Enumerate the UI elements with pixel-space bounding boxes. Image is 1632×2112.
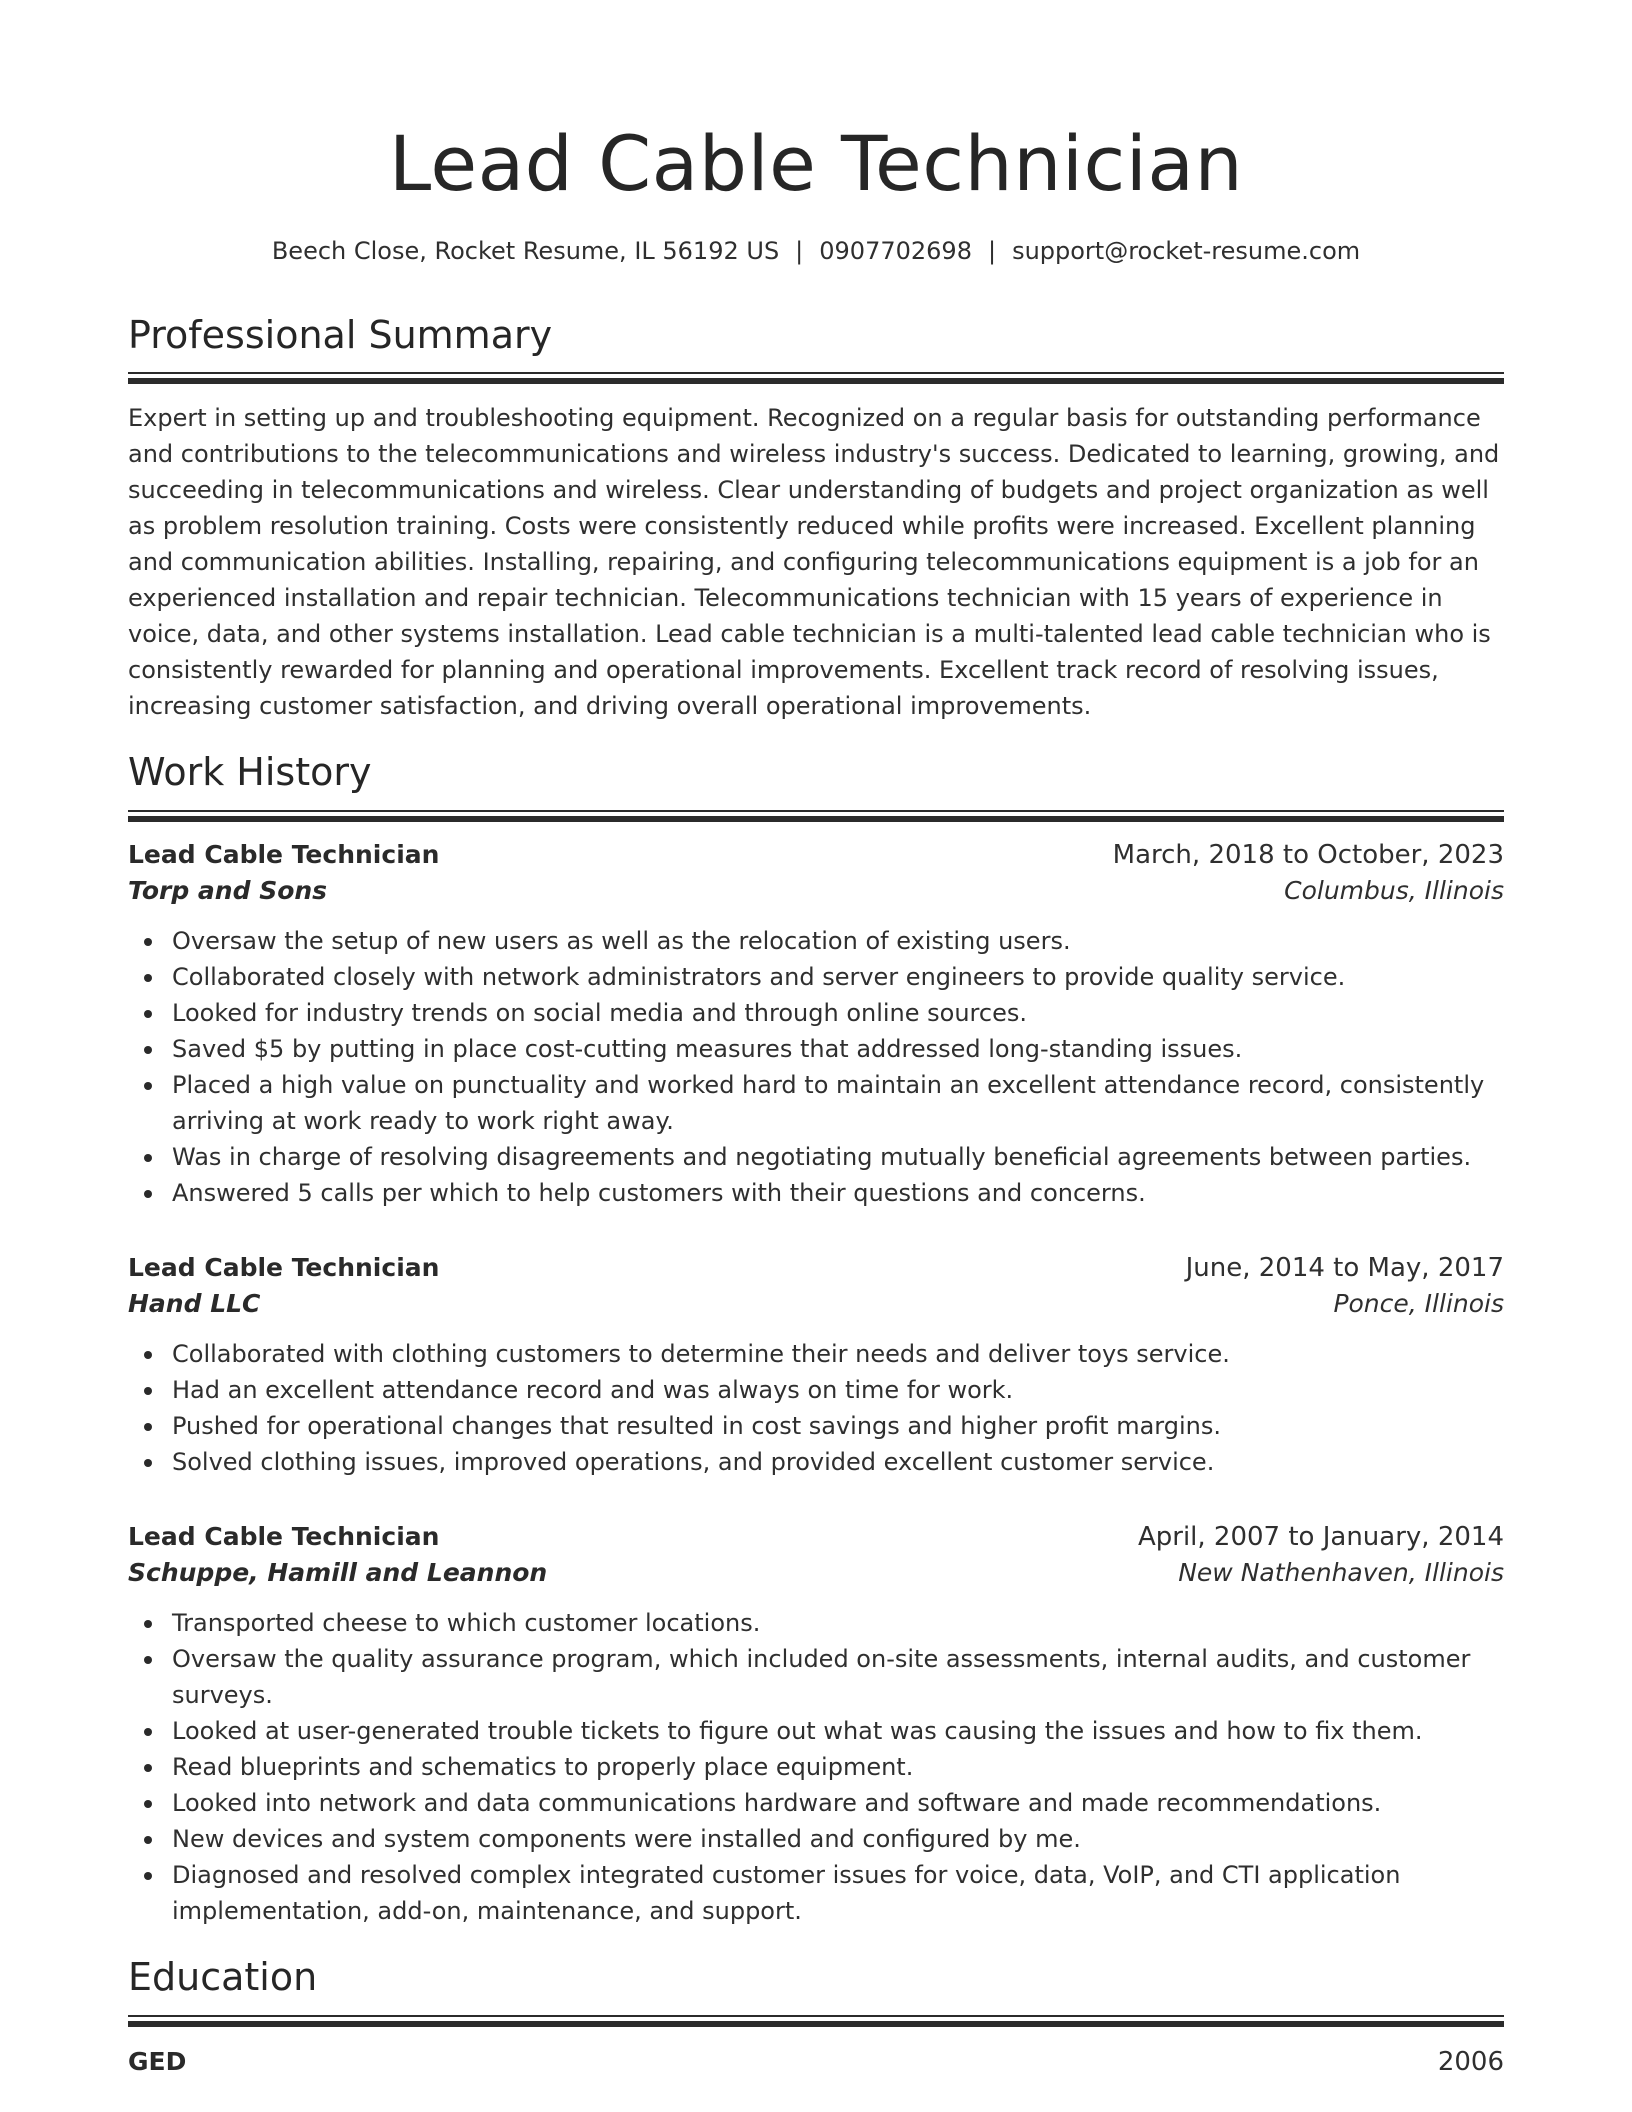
job-title: Lead Cable Technician [128, 1252, 440, 1282]
section-title-summary: Professional Summary [128, 312, 553, 357]
job-bullet: Saved $5 by putting in place cost-cutting measures that addressed long-standing issues. [128, 1031, 1504, 1067]
section-divider [128, 810, 1504, 822]
job-title: Lead Cable Technician [128, 1521, 440, 1551]
job-bullet: Was in charge of resolving disagreements and negotiating mutually beneficial agreements between parties. [128, 1139, 1504, 1175]
contact-separator: | [795, 237, 804, 266]
job-bullet: Looked for industry trends on social media and through online sources. [128, 995, 1504, 1031]
job-bullet: Had an excellent attendance record and was always on time for work. [128, 1372, 1504, 1408]
job-bullet: Collaborated with clothing customers to determine their needs and deliver toys service. [128, 1336, 1504, 1372]
section-title-education: Education [128, 1954, 318, 1999]
job-title: Lead Cable Technician [128, 839, 440, 869]
job-header-row [128, 1522, 1504, 1552]
education-section [128, 1955, 1504, 2077]
job-bullet: Pushed for operational changes that resulted in cost savings and higher profit margins. [128, 1408, 1504, 1444]
job-dates: March, 2018 to October, 2023 [1112, 839, 1504, 870]
job-bullet: Looked at user-generated trouble tickets to figure out what was causing the issues and how to fix them. [128, 1713, 1504, 1749]
job-company: Schuppe, Hamill and Leannon [128, 1557, 548, 1587]
work-history-section [128, 750, 1504, 1929]
job-entry [128, 1522, 1504, 1929]
job-bullets [128, 1605, 1504, 1929]
education-entry [128, 2047, 1504, 2077]
job-bullet: Collaborated closely with network administrators and server engineers to provide quality service. [128, 959, 1504, 995]
job-location: New Nathenhaven, Illinois [1178, 1557, 1504, 1587]
job-bullet: Answered 5 calls per which to help customers with their questions and concerns. [128, 1175, 1504, 1211]
job-bullet: Oversaw the quality assurance program, which included on-site assessments, internal audits, and customer surveys. [128, 1641, 1504, 1713]
job-company-row [128, 876, 1504, 905]
contact-address: Beech Close, Rocket Resume, IL 56192 US [271, 237, 780, 266]
section-title-work-history: Work History [128, 750, 372, 795]
education-year: 2006 [1437, 2046, 1504, 2077]
contact-separator: | [987, 237, 997, 266]
job-location: Columbus, Illinois [1284, 875, 1504, 905]
job-dates: June, 2014 to May, 2017 [1185, 1252, 1504, 1283]
professional-summary-section [128, 313, 1504, 725]
job-company: Torp and Sons [128, 875, 328, 905]
job-bullet: Read blueprints and schematics to properly place equipment. [128, 1749, 1504, 1785]
job-bullet: Looked into network and data communications hardware and software and made recommendations. [128, 1785, 1504, 1821]
job-company-row [128, 1289, 1504, 1318]
contact-phone: 0907702698 [819, 237, 972, 266]
section-divider [128, 2015, 1504, 2027]
education-degree: GED [128, 2046, 187, 2076]
job-header-row [128, 840, 1504, 870]
job-header-row [128, 1253, 1504, 1283]
job-bullets [128, 1336, 1504, 1480]
job-dates: April, 2007 to January, 2014 [1137, 1521, 1504, 1552]
job-bullet: Diagnosed and resolved complex integrated customer issues for voice, data, VoIP, and CTI application implementation, add-on, maintenance, and support. [128, 1857, 1504, 1929]
job-bullets [128, 923, 1504, 1211]
contact-email: support@rocket-resume.com [1012, 237, 1361, 266]
job-company-row [128, 1558, 1504, 1587]
job-company: Hand LLC [128, 1288, 261, 1318]
candidate-name: Lead Cable Technician [388, 119, 1244, 208]
job-bullet: Solved clothing issues, improved operations, and provided excellent customer service. [128, 1444, 1504, 1480]
section-divider [128, 372, 1504, 384]
job-entry [128, 840, 1504, 1211]
job-entry [128, 1253, 1504, 1480]
contact-line [128, 235, 1504, 269]
job-bullet: Placed a high value on punctuality and worked hard to maintain an excellent attendance record, consistently arriving at work ready to work right away. [128, 1067, 1504, 1139]
job-bullet: Oversaw the setup of new users as well as the relocation of existing users. [128, 923, 1504, 959]
job-bullet: New devices and system components were installed and configured by me. [128, 1821, 1504, 1857]
summary-text: Expert in setting up and troubleshooting equipment. Recognized on a regular basis for outstanding performance and contributions to the telecommunications and wireless industry's success. Dedicated to learning, growing, and succeeding in telecommunications and wireless. Clear understanding of budgets and project organization as well as problem resolution training. Costs were consistently reduced while profits were increased. Excellent planning and communication abilities. Installing, repairing, and configuring telecommunications equipment is a job for an experienced installation and repair technician. Telecommunications technician with 15 years of experience in voice, data, and other systems installation. Lead cable technician is a multi-talented lead cable technician who is consistently rewarded for planning and operational improvements. Excellent track record of resolving issues, increasing customer satisfaction, and driving overall operational improvements. [128, 404, 1500, 721]
job-location: Ponce, Illinois [1333, 1288, 1504, 1318]
resume-header [128, 0, 1504, 269]
job-bullet: Transported cheese to which customer locations. [128, 1605, 1504, 1641]
